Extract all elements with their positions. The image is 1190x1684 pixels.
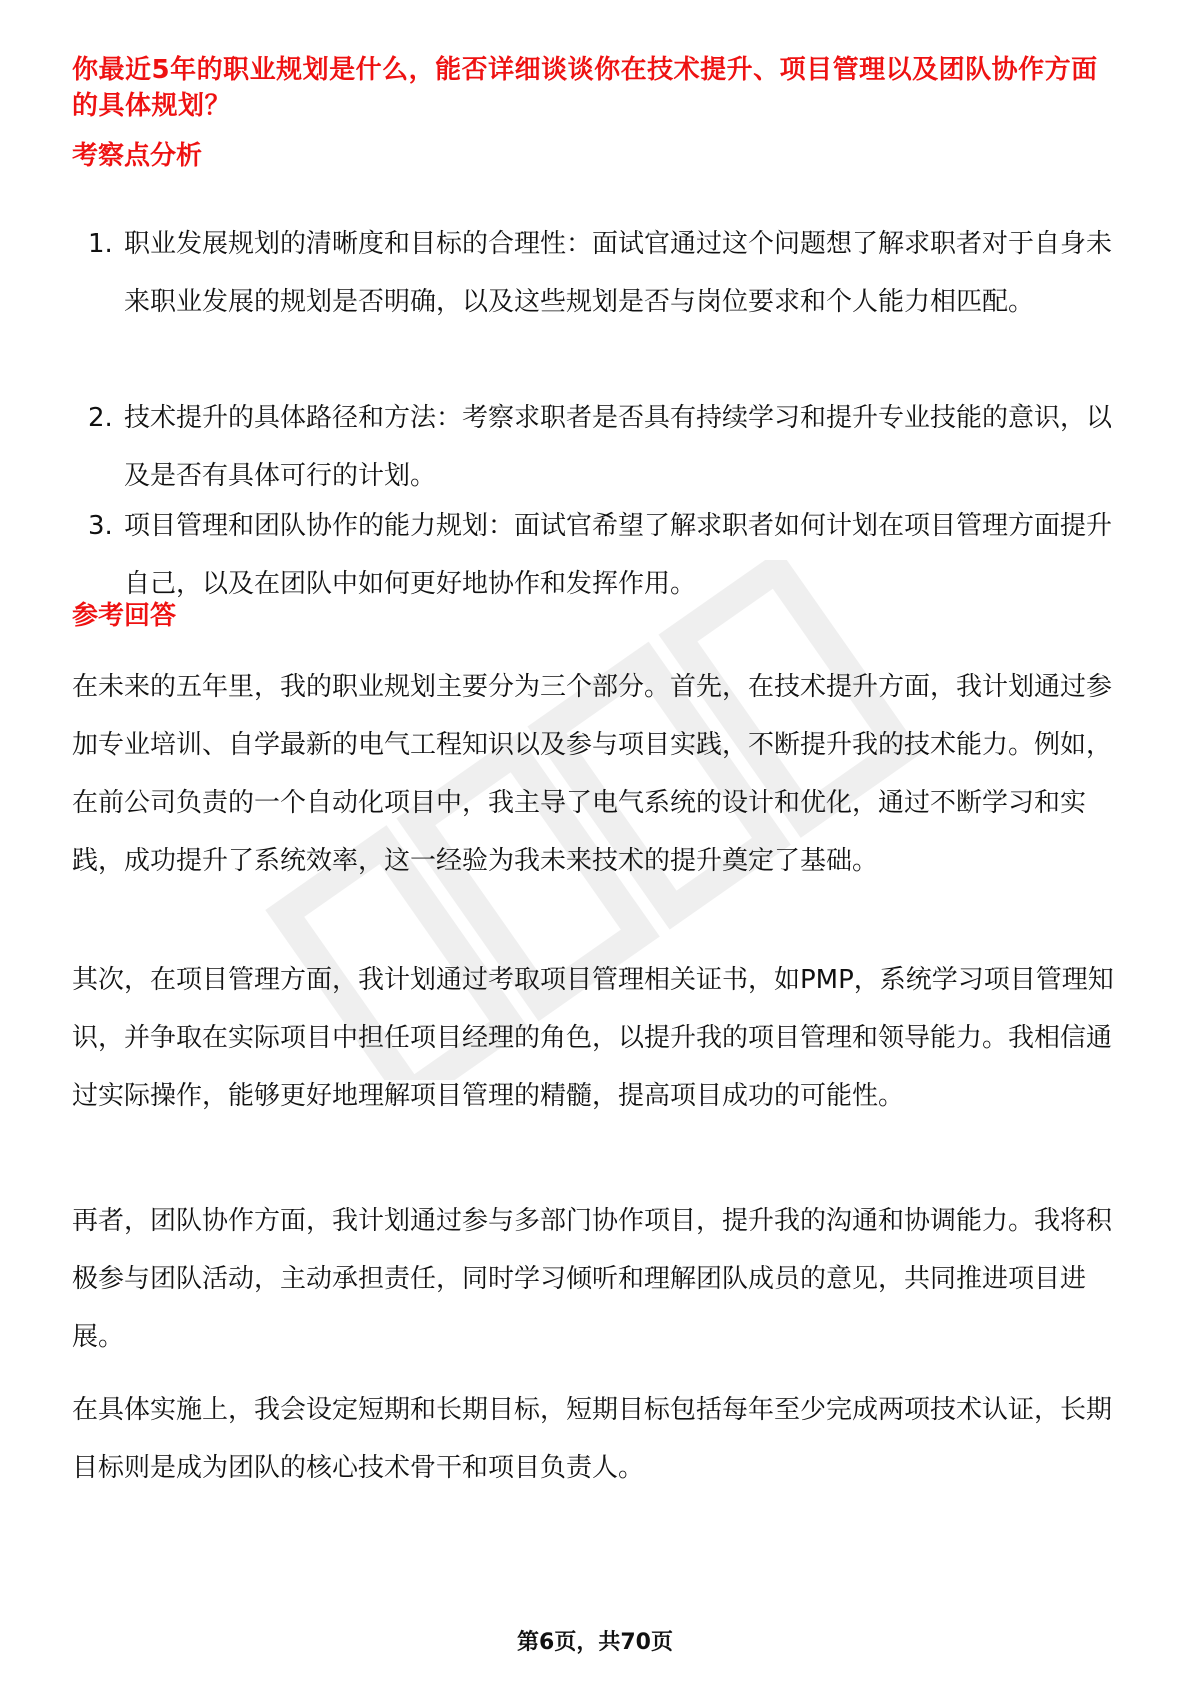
answer-paragraph-1: 在未来的五年里，我的职业规划主要分为三个部分。首先，在技术提升方面，我计划通过参加专业培训、自学最新的电气工程知识以及参与项目实践，不断提升我的技术能力。例如，在前公司负责的一个自动化项目中，我主导了电气系统的设计和优化，通过不断学习和实践，成功提升了系统效率，这一经验为我未来技术的提升奠定了基础。 [72, 672, 1113, 876]
answer-paragraph-4: 在具体实施上，我会设定短期和长期目标，短期目标包括每年至少完成两项技术认证，长期目标则是成为团队的核心技术骨干和项目负责人。 [72, 1395, 1113, 1483]
analysis-section-title: 考察点分析 [72, 141, 203, 171]
analysis-item-2 [72, 389, 1122, 497]
answer-section-title: 参考回答 [72, 601, 177, 631]
analysis-item-text: 技术提升的具体路径和方法：考察求职者是否具有持续学习和提升专业技能的意识，以及是否有具体可行的计划。 [124, 403, 1113, 491]
question-heading: 你最近5年的职业规划是什么，能否详细谈谈你在技术提升、项目管理以及团队协作方面的具体规划？ [72, 55, 1098, 121]
analysis-list [72, 215, 1122, 613]
answer-paragraph-3: 再者，团队协作方面，我计划通过参与多部门协作项目，提升我的沟通和协调能力。我将积极参与团队活动，主动承担责任，同时学习倾听和理解团队成员的意见，共同推进项目进展。 [72, 1206, 1113, 1352]
page-number-footer: 第6页，共70页 [517, 1630, 673, 1655]
analysis-item-number: 2. [88, 403, 113, 433]
analysis-item-3 [72, 497, 1122, 613]
analysis-item-text: 职业发展规划的清晰度和目标的合理性：面试官通过这个问题想了解求职者对于自身未来职业发展的规划是否明确，以及这些规划是否与岗位要求和个人能力相匹配。 [124, 229, 1113, 317]
analysis-item-1 [72, 215, 1122, 389]
analysis-item-text: 项目管理和团队协作的能力规划：面试官希望了解求职者如何计划在项目管理方面提升自己，以及在团队中如何更好地协作和发挥作用。 [124, 511, 1113, 599]
analysis-item-number: 3. [88, 511, 113, 541]
analysis-item-number: 1. [88, 229, 113, 259]
answer-paragraph-2: 其次，在项目管理方面，我计划通过考取项目管理相关证书，如PMP，系统学习项目管理知识，并争取在实际项目中担任项目经理的角色，以提升我的项目管理和领导能力。我相信通过实际操作，能够更好地理解项目管理的精髓，提高项目成功的可能性。 [72, 965, 1114, 1111]
